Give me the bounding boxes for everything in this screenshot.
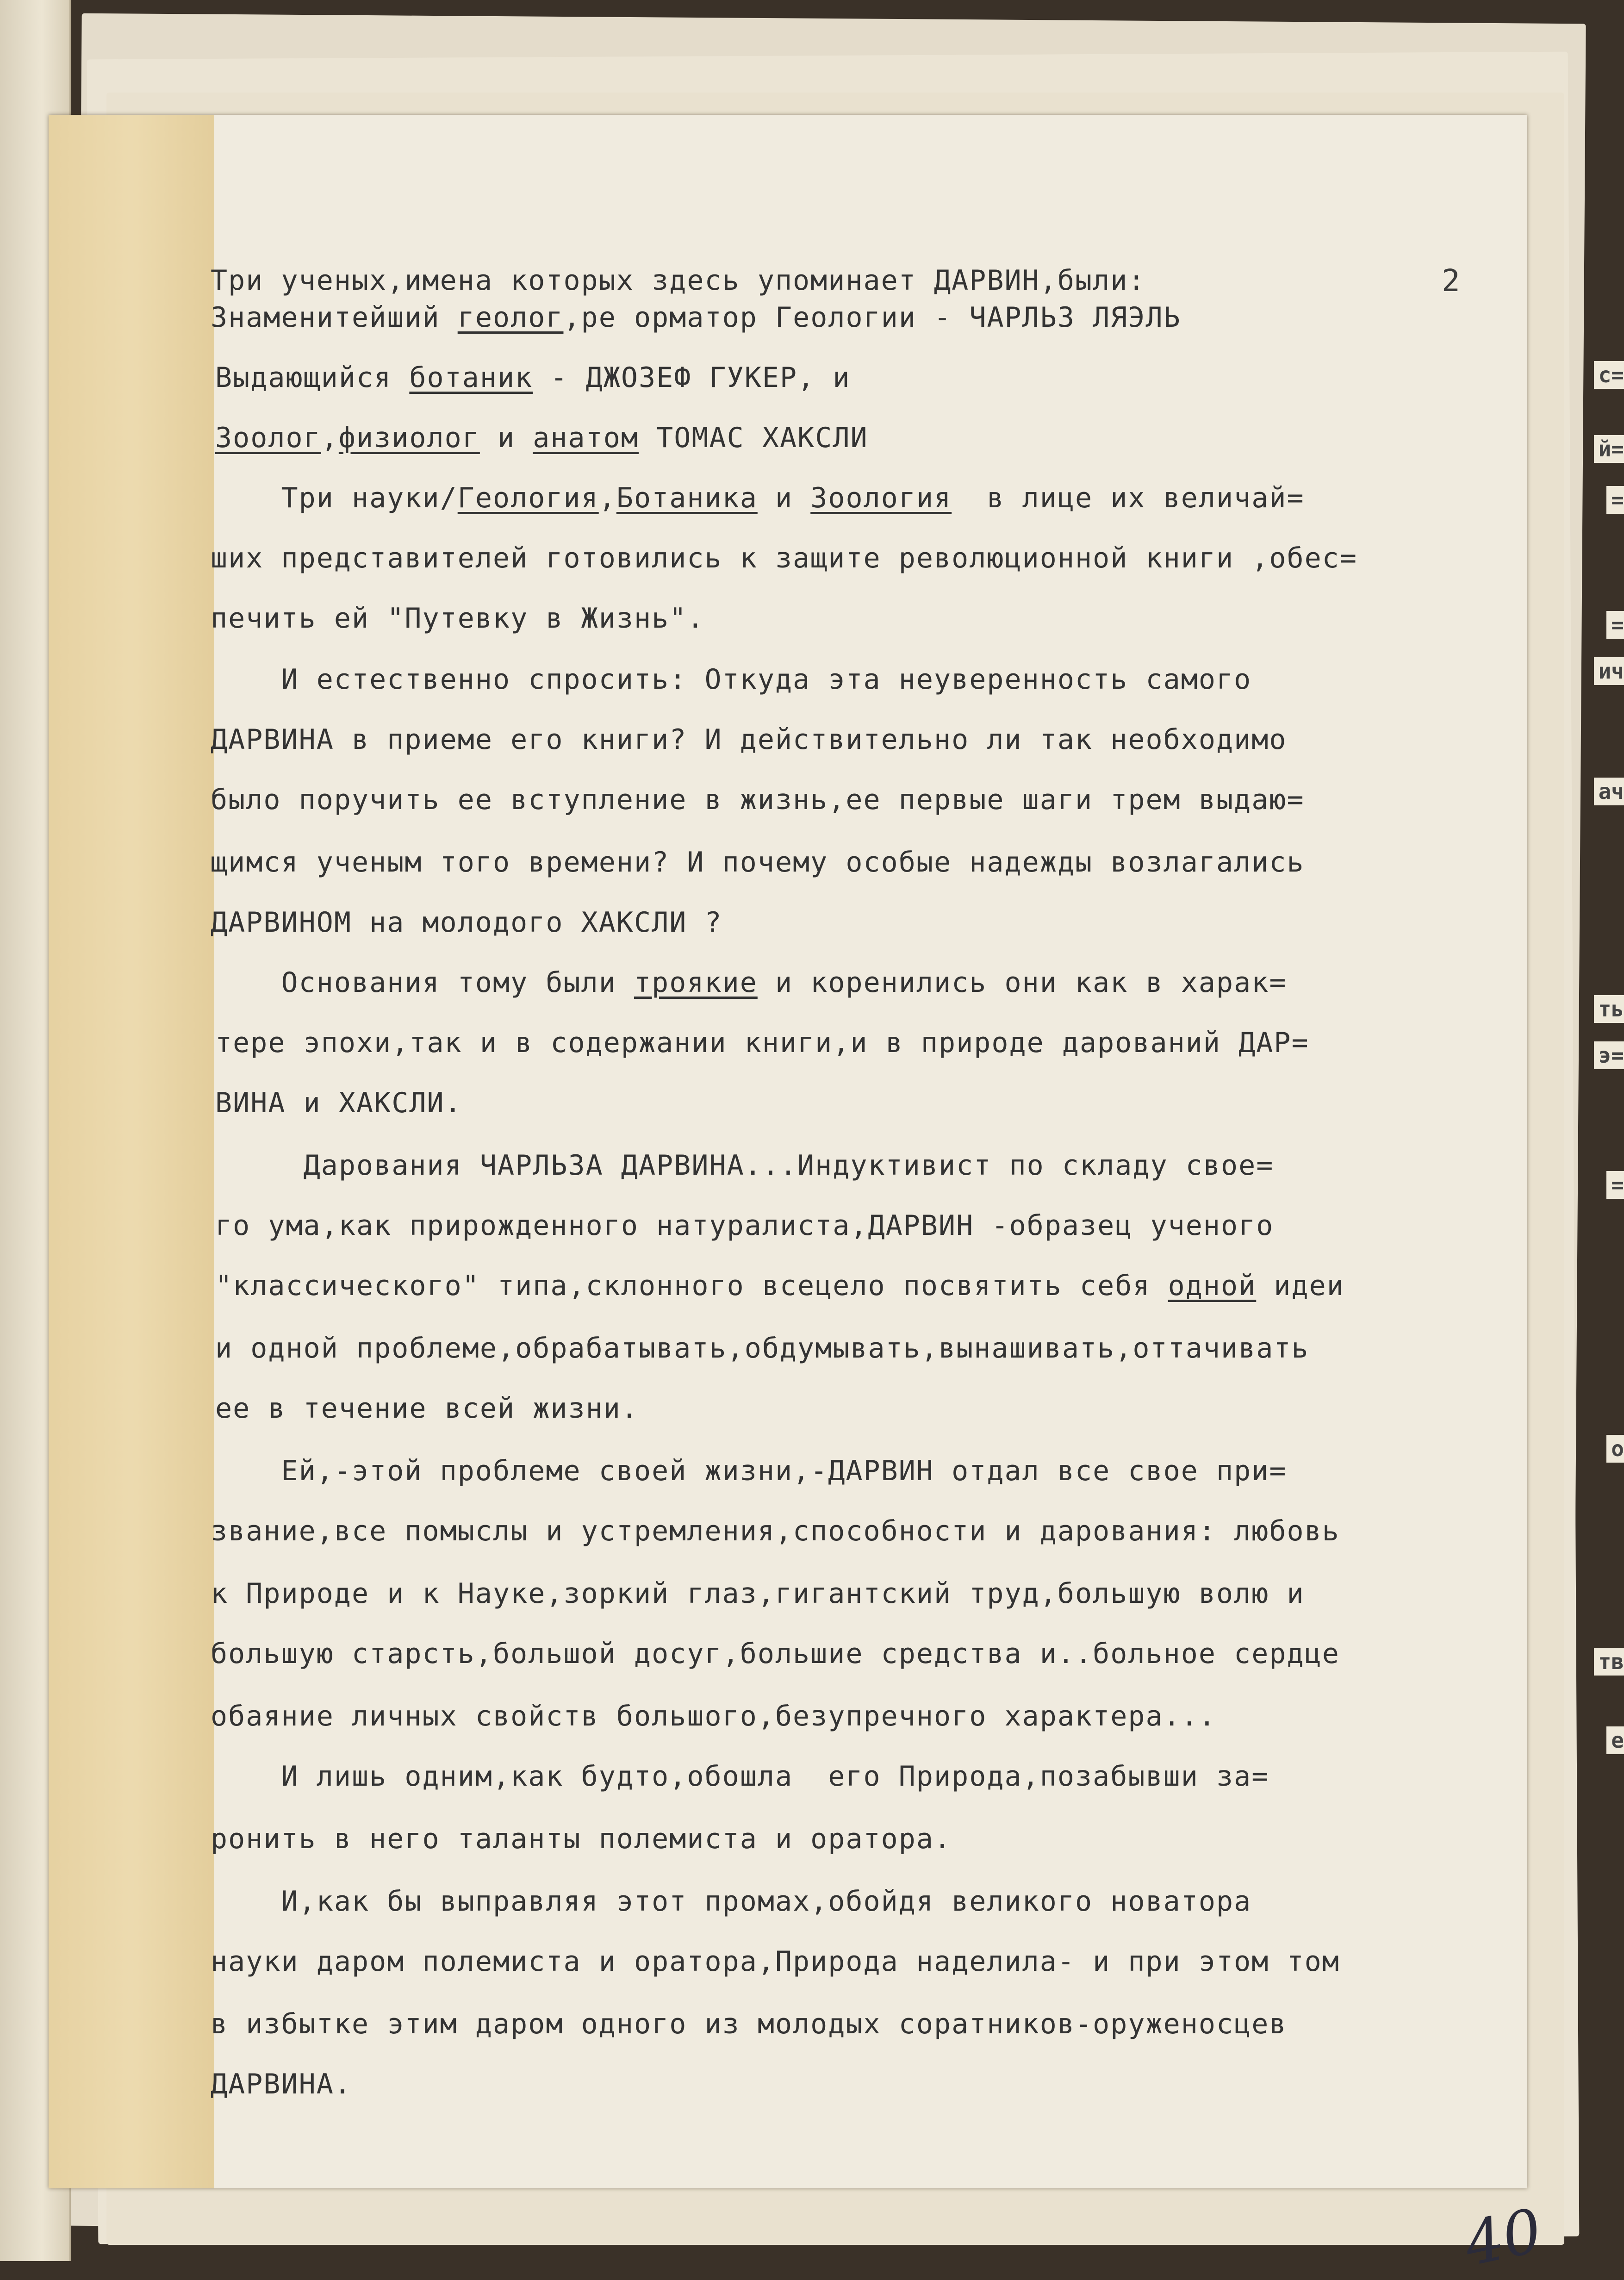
text-line bbox=[211, 781, 1305, 818]
text-segment: ВИНА и ХАКСЛИ. bbox=[215, 1087, 462, 1119]
edge-fragment: = bbox=[1606, 486, 1624, 514]
text-line bbox=[211, 262, 1146, 299]
text-line bbox=[211, 904, 722, 941]
text-segment: "классического" типа,склонного всецело посвятить себя bbox=[215, 1270, 1168, 1302]
edge-fragment: ть bbox=[1594, 995, 1624, 1023]
text-segment: было поручить ее вступление в жизнь,ее первые шаги трем выдаю= bbox=[211, 784, 1305, 816]
text-segment: ,ре орматор Геологии - ЧАРЛЬЗ ЛЯЭЛЬ bbox=[563, 301, 1181, 334]
edge-fragment: = bbox=[1606, 611, 1624, 639]
text-segment: Ей,-этой проблеме своей жизни,-ДАРВИН отдал все свое при= bbox=[211, 1455, 1287, 1487]
text-line bbox=[215, 1147, 1274, 1184]
edge-fragment: о bbox=[1606, 1435, 1624, 1463]
underlined-word: ботаник bbox=[409, 361, 533, 394]
text-line bbox=[211, 1452, 1287, 1489]
text-segment: И,как бы выправляя этот промах,обойдя великого новатора bbox=[211, 1885, 1252, 1918]
text-line bbox=[211, 480, 1305, 517]
page-number: 2 bbox=[1442, 263, 1460, 299]
text-line bbox=[211, 1943, 1340, 1980]
text-line bbox=[211, 721, 1287, 758]
text-segment: Дарования ЧАРЛЬЗА ДАРВИНА...Индуктивист по складу свое= bbox=[215, 1149, 1274, 1182]
text-line bbox=[211, 661, 1251, 698]
text-line bbox=[211, 1635, 1340, 1672]
text-segment: ДАРВИНОМ на молодого ХАКСЛИ ? bbox=[211, 906, 722, 939]
underlined-word: физиолог bbox=[338, 422, 480, 454]
text-segment: щимся ученым того времени? И почему особые надежды возлагались bbox=[211, 846, 1305, 878]
underlined-word: одной bbox=[1168, 1270, 1257, 1302]
text-segment: , bbox=[598, 482, 616, 514]
text-segment: большую старсть,большой досуг,большие средства и..больное сердце bbox=[211, 1638, 1340, 1670]
underlying-page-edge bbox=[1541, 324, 1624, 2129]
underlined-word: Зоолог bbox=[215, 422, 321, 454]
text-line bbox=[211, 964, 1287, 1001]
edge-fragment: с= bbox=[1594, 361, 1624, 389]
underlined-word: Геология bbox=[457, 482, 599, 514]
underlined-word: Зоология bbox=[810, 482, 952, 514]
text-segment: и одной проблеме,обрабатывать,обдумывать,вынашивать,оттачивать bbox=[215, 1332, 1309, 1364]
text-segment: в лице их величай= bbox=[952, 482, 1305, 514]
text-segment: и коренились они как в харак= bbox=[757, 966, 1287, 999]
text-line bbox=[211, 1513, 1340, 1550]
binding-tape-strip bbox=[49, 115, 214, 2188]
text-segment: и bbox=[479, 422, 533, 454]
text-segment: ее в течение всей жизни. bbox=[215, 1392, 639, 1425]
text-segment: ших представителей готовились к защите революционной книги ,обес= bbox=[211, 542, 1357, 574]
text-line bbox=[215, 1267, 1344, 1304]
text-line bbox=[211, 600, 704, 637]
underlined-word: анатом bbox=[533, 422, 639, 454]
edge-fragment: тв bbox=[1594, 1648, 1624, 1676]
text-line bbox=[211, 1883, 1251, 1920]
text-line bbox=[211, 1820, 952, 1857]
text-line bbox=[211, 1575, 1305, 1612]
text-segment: , bbox=[321, 422, 339, 454]
edge-fragment: = bbox=[1606, 1171, 1624, 1199]
text-line bbox=[211, 1758, 1269, 1795]
text-segment: науки даром полемиста и оратора,Природа наделила- и при этом том bbox=[211, 1945, 1340, 1978]
edge-fragment: й= bbox=[1594, 435, 1624, 463]
typewritten-page bbox=[49, 115, 1548, 2280]
text-segment: идеи bbox=[1256, 1270, 1344, 1302]
text-segment: ДАРВИНА в приеме его книги? И действительно ли так необходимо bbox=[211, 723, 1287, 756]
text-segment: Три науки/ bbox=[211, 482, 458, 514]
text-line bbox=[211, 540, 1357, 577]
text-line bbox=[211, 2066, 352, 2103]
text-line bbox=[215, 1084, 462, 1121]
text-line bbox=[215, 419, 868, 456]
edge-fragment: э= bbox=[1594, 1041, 1624, 1069]
underlined-word: геолог bbox=[457, 301, 564, 334]
underlined-word: Ботаника bbox=[616, 482, 758, 514]
text-segment: Выдающийся bbox=[215, 361, 410, 394]
text-segment: ронить в него таланты полемиста и оратора. bbox=[211, 1823, 952, 1855]
text-segment: и bbox=[757, 482, 811, 514]
text-line bbox=[211, 1698, 1216, 1735]
text-line bbox=[215, 359, 850, 396]
text-line bbox=[211, 844, 1305, 881]
text-segment: тере эпохи,так и в содержании книги,и в природе дарований ДАР= bbox=[215, 1027, 1309, 1059]
text-line bbox=[215, 1024, 1309, 1061]
underlined-word: троякие bbox=[634, 966, 758, 999]
text-line bbox=[215, 1330, 1309, 1367]
text-segment: И лишь одним,как будто,обошла его Природа,позабывши за= bbox=[211, 1760, 1269, 1793]
text-line bbox=[215, 1207, 1274, 1244]
text-segment: Три ученых,имена которых здесь упоминает ДАРВИН,были: bbox=[211, 264, 1146, 297]
text-segment: го ума,как прирожденного натуралиста,ДАРВИН -образец ученого bbox=[215, 1209, 1274, 1242]
edge-fragment: е bbox=[1606, 1726, 1624, 1754]
text-segment: И естественно спросить: Откуда эта неуверенность самого bbox=[211, 663, 1252, 696]
handwritten-folio-number: 40 bbox=[1458, 2195, 1548, 2280]
text-segment: ДАРВИНА. bbox=[211, 2068, 352, 2100]
text-line bbox=[215, 1390, 639, 1427]
edge-fragment: ич bbox=[1594, 657, 1624, 685]
text-segment: звание,все помыслы и устремления,способности и дарования: любовь bbox=[211, 1515, 1340, 1547]
text-segment: обаяние личных свойств большого,безупречного характера... bbox=[211, 1700, 1217, 1732]
text-segment: - ДЖОЗЕФ ГУКЕР, и bbox=[533, 361, 851, 394]
text-segment: в избытке этим даром одного из молодых соратников-оруженосцев bbox=[211, 2008, 1287, 2040]
text-segment: ТОМАС ХАКСЛИ bbox=[638, 422, 868, 454]
text-segment: печить ей "Путевку в Жизнь". bbox=[211, 602, 705, 635]
edge-fragment: ач bbox=[1594, 778, 1624, 805]
text-line bbox=[211, 2006, 1287, 2043]
text-segment: к Природе и к Науке,зоркий глаз,гигантский труд,большую волю и bbox=[211, 1577, 1305, 1610]
text-segment: Основания тому были bbox=[211, 966, 634, 999]
text-segment: Знаменитейший bbox=[211, 301, 458, 334]
text-line bbox=[211, 299, 1181, 336]
